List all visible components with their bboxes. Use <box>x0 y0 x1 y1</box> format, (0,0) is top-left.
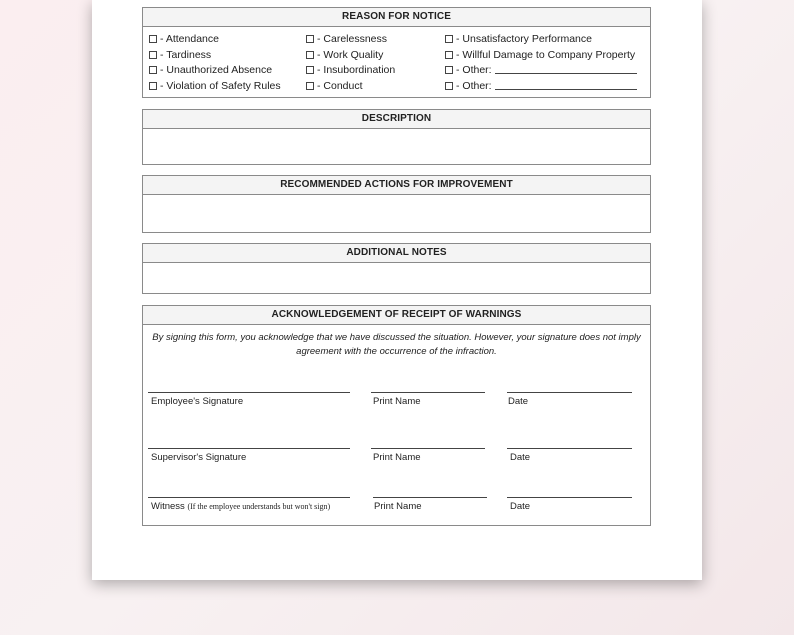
reason-column-3 <box>445 32 637 94</box>
acknowledgement-section <box>142 305 651 526</box>
other-input-line[interactable] <box>495 80 637 90</box>
reason-option[interactable] <box>149 32 281 48</box>
checkbox[interactable] <box>445 51 453 59</box>
employee-signature-line[interactable] <box>148 392 350 393</box>
employee-signature-label: Employee's Signature <box>151 396 244 407</box>
reason-option[interactable] <box>149 79 281 95</box>
checkbox[interactable] <box>306 82 314 90</box>
reason-option[interactable] <box>306 79 395 95</box>
reason-label: - Unauthorized Absence <box>160 64 273 76</box>
print-name-label: Print Name <box>373 396 421 407</box>
date-label: Date <box>510 452 531 463</box>
reason-label: - Work Quality <box>317 48 384 61</box>
recommended-actions-header: RECOMMENDED ACTIONS FOR IMPROVEMENT <box>143 176 650 195</box>
reason-column-1 <box>149 32 281 94</box>
checkbox[interactable] <box>149 66 157 74</box>
checkbox[interactable] <box>445 82 453 90</box>
reason-option[interactable] <box>445 32 637 48</box>
recommended-actions-section <box>142 175 651 233</box>
reason-label: - Other: <box>456 64 492 76</box>
checkbox[interactable] <box>306 35 314 43</box>
reason-option[interactable] <box>306 48 395 64</box>
supervisor-signature-line[interactable] <box>148 448 350 449</box>
checkbox[interactable] <box>149 51 157 59</box>
reason-label: - Conduct <box>317 79 363 92</box>
supervisor-print-name-line[interactable] <box>371 448 485 449</box>
date-label: Date <box>508 396 529 407</box>
checkbox[interactable] <box>445 66 453 74</box>
additional-notes-field[interactable] <box>143 263 650 294</box>
checkbox[interactable] <box>445 35 453 43</box>
print-name-label: Print Name <box>373 452 421 463</box>
description-header: DESCRIPTION <box>143 110 650 129</box>
reason-label: - Violation of Safety Rules <box>160 79 281 92</box>
description-field[interactable] <box>143 129 650 165</box>
reason-option[interactable] <box>306 32 395 48</box>
description-section <box>142 109 651 165</box>
checkbox[interactable] <box>149 35 157 43</box>
employee-date-line[interactable] <box>507 392 632 393</box>
reason-option[interactable] <box>149 63 281 79</box>
witness-label <box>151 501 330 512</box>
form-page <box>92 0 702 580</box>
reason-option[interactable] <box>149 48 281 64</box>
date-label: Date <box>510 501 531 512</box>
checkbox[interactable] <box>306 66 314 74</box>
reason-label: - Unsatisfactory Performance <box>456 33 592 45</box>
reason-label: - Willful Damage to Company Property <box>456 48 636 61</box>
reason-for-notice-header: REASON FOR NOTICE <box>143 8 650 27</box>
reason-option-other[interactable] <box>445 79 637 95</box>
reason-label: - Insubordination <box>317 64 396 76</box>
witness-date-line[interactable] <box>507 497 632 498</box>
employee-print-name-line[interactable] <box>371 392 485 393</box>
supervisor-date-line[interactable] <box>507 448 632 449</box>
supervisor-signature-label: Supervisor's Signature <box>151 452 247 463</box>
checkbox[interactable] <box>306 51 314 59</box>
reason-label: - Other: <box>456 79 492 92</box>
additional-notes-section <box>142 243 651 294</box>
reason-label: - Carelessness <box>317 33 388 45</box>
checkbox[interactable] <box>149 82 157 90</box>
reason-label: - Attendance <box>160 33 219 45</box>
reason-option-other[interactable] <box>445 63 637 79</box>
acknowledgement-header: ACKNOWLEDGEMENT OF RECEIPT OF WARNINGS <box>143 306 650 325</box>
reason-column-2 <box>306 32 395 94</box>
reason-option[interactable] <box>445 48 637 64</box>
print-name-label: Print Name <box>374 501 422 512</box>
witness-print-name-line[interactable] <box>373 497 487 498</box>
witness-signature-line[interactable] <box>148 497 350 498</box>
other-input-line[interactable] <box>495 64 637 74</box>
additional-notes-header: ADDITIONAL NOTES <box>143 244 650 263</box>
reason-label: - Tardiness <box>160 48 212 61</box>
reason-for-notice-section <box>142 7 651 98</box>
witness-note: (If the employee understands but won't sign) <box>187 502 331 511</box>
acknowledgement-text: By signing this form, you acknowledge that we have discussed the situation. However, your signature does not imply agreement with the occurrence of the infraction. <box>152 332 641 357</box>
witness-label-text: Witness <box>151 501 185 512</box>
reason-option[interactable] <box>306 63 395 79</box>
recommended-actions-field[interactable] <box>143 195 650 233</box>
